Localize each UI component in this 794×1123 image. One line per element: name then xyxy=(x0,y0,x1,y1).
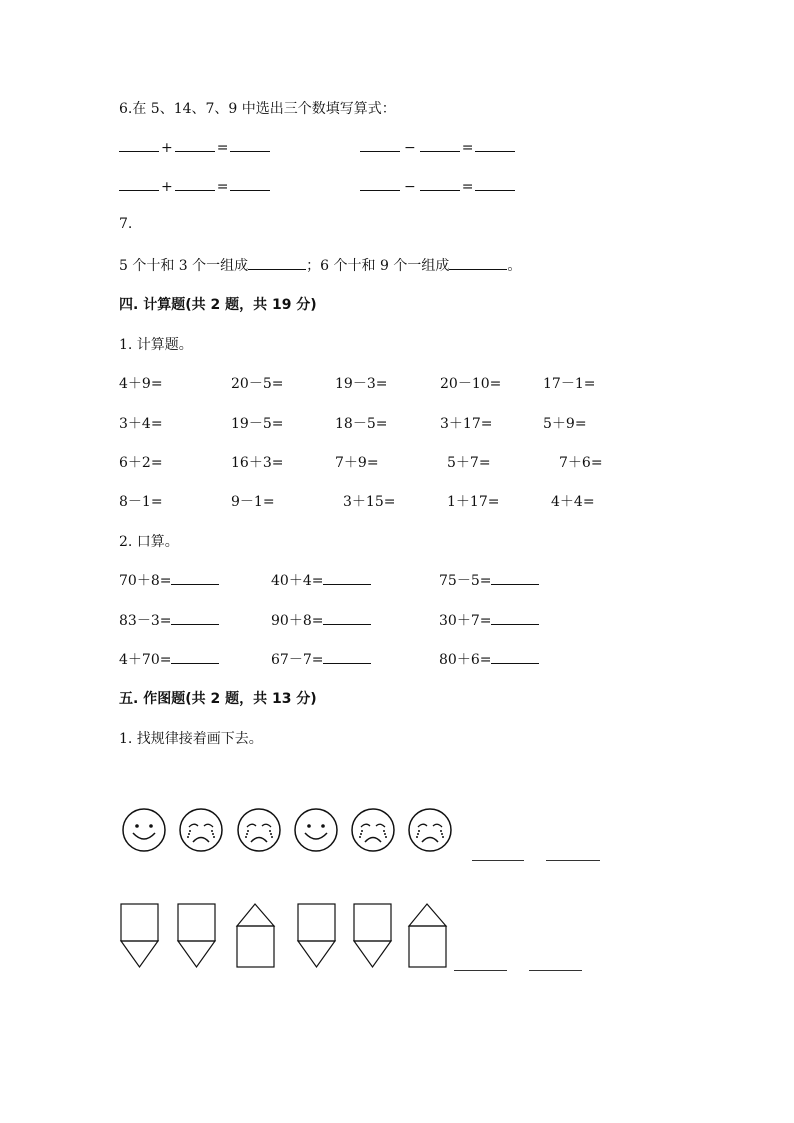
calc-problem: 4＋4= xyxy=(551,494,595,510)
smiley-face-icon xyxy=(119,805,169,855)
answer-blank[interactable] xyxy=(491,570,539,585)
oral-problem xyxy=(439,649,539,669)
answer-blank[interactable] xyxy=(475,176,515,191)
answer-blank[interactable] xyxy=(360,176,400,191)
q6-equation-row xyxy=(360,176,515,195)
equals-sign: = xyxy=(461,140,474,156)
minus-sign: − xyxy=(404,179,416,195)
q6-equation-row xyxy=(119,137,270,156)
oral-problem-text: 40＋4= xyxy=(271,573,324,589)
oral-problem xyxy=(439,610,539,630)
oral-problem xyxy=(119,570,219,590)
answer-blank[interactable] xyxy=(323,610,371,625)
pencil-shape-icon xyxy=(120,903,160,969)
crying-face-icon xyxy=(234,805,284,855)
answer-line[interactable] xyxy=(454,970,507,971)
section4-q1-title: 1. 计算题。 xyxy=(119,337,193,353)
q6-equation-row xyxy=(119,176,270,195)
pencil-shape-icon xyxy=(297,903,337,969)
answer-blank[interactable] xyxy=(420,176,460,191)
q7-part1: 5 个十和 3 个一组成 xyxy=(119,258,249,274)
section5-title: 五. 作图题(共 2 题，共 13 分) xyxy=(119,691,317,707)
oral-problem xyxy=(119,610,219,630)
answer-blank[interactable] xyxy=(119,176,159,191)
calc-problem: 17－1= xyxy=(543,376,596,392)
calc-problem: 18－5= xyxy=(335,416,388,432)
q6-equation-row xyxy=(360,137,515,156)
oral-problem-text: 4＋70= xyxy=(119,652,172,668)
minus-sign: − xyxy=(404,140,416,156)
section5-q1-title: 1. 找规律接着画下去。 xyxy=(119,731,263,747)
calc-problem: 3＋15= xyxy=(343,494,396,510)
equals-sign: = xyxy=(461,179,474,195)
crying-face-icon xyxy=(405,805,455,855)
oral-problem-text: 30＋7= xyxy=(439,613,492,629)
section4-q2-title: 2. 口算。 xyxy=(119,534,179,550)
pencil-shape-icon xyxy=(177,903,217,969)
oral-problem xyxy=(439,570,539,590)
oral-problem-text: 70＋8= xyxy=(119,573,172,589)
calc-problem: 9－1= xyxy=(231,494,275,510)
crying-face-icon xyxy=(348,805,398,855)
calc-problem: 5＋7= xyxy=(447,455,491,471)
oral-problem-text: 80＋6= xyxy=(439,652,492,668)
calc-problem: 5＋9= xyxy=(543,416,587,432)
answer-blank[interactable] xyxy=(491,649,539,664)
house-shape-icon xyxy=(236,903,276,969)
answer-blank[interactable] xyxy=(230,137,270,152)
calc-problem: 20－10= xyxy=(440,376,502,392)
calc-problem: 8－1= xyxy=(119,494,163,510)
equals-sign: = xyxy=(216,140,229,156)
equals-sign: = xyxy=(216,179,229,195)
smiley-face-icon xyxy=(291,805,341,855)
answer-line[interactable] xyxy=(529,970,582,971)
answer-blank[interactable] xyxy=(475,137,515,152)
answer-blank[interactable] xyxy=(420,137,460,152)
oral-problem-text: 75－5= xyxy=(439,573,492,589)
calc-problem: 19－5= xyxy=(231,416,284,432)
calc-problem: 1＋17= xyxy=(447,494,500,510)
answer-blank[interactable] xyxy=(323,570,371,585)
answer-blank[interactable] xyxy=(171,610,219,625)
calc-problem: 4＋9= xyxy=(119,376,163,392)
calc-problem: 19－3= xyxy=(335,376,388,392)
answer-blank[interactable] xyxy=(360,137,400,152)
q7-separator: ； xyxy=(306,258,321,274)
q6-prompt: 6.在 5、14、7、9 中选出三个数填写算式： xyxy=(119,101,396,117)
calc-problem: 16＋3= xyxy=(231,455,284,471)
answer-blank[interactable] xyxy=(175,137,215,152)
house-shape-icon xyxy=(408,903,448,969)
crying-face-icon xyxy=(176,805,226,855)
answer-blank[interactable] xyxy=(230,176,270,191)
calc-problem: 3＋17= xyxy=(440,416,493,432)
answer-blank[interactable] xyxy=(171,649,219,664)
q7-part2: 6 个十和 9 个一组成 xyxy=(320,258,450,274)
pencil-shape-icon xyxy=(353,903,393,969)
answer-blank[interactable] xyxy=(119,137,159,152)
oral-problem-text: 90＋8= xyxy=(271,613,324,629)
answer-blank[interactable] xyxy=(248,255,306,270)
oral-problem xyxy=(271,610,371,630)
answer-blank[interactable] xyxy=(323,649,371,664)
oral-problem xyxy=(271,570,371,590)
answer-blank[interactable] xyxy=(171,570,219,585)
answer-blank[interactable] xyxy=(449,255,507,270)
calc-problem: 3＋4= xyxy=(119,416,163,432)
calc-problem: 7＋6= xyxy=(559,455,603,471)
q7-text xyxy=(119,255,521,275)
answer-line[interactable] xyxy=(472,860,524,861)
answer-line[interactable] xyxy=(546,860,600,861)
calc-problem: 20－5= xyxy=(231,376,284,392)
oral-problem-text: 83－3= xyxy=(119,613,172,629)
answer-blank[interactable] xyxy=(491,610,539,625)
oral-problem-text: 67－7= xyxy=(271,652,324,668)
q7-end: 。 xyxy=(507,258,522,274)
q7-number: 7. xyxy=(119,216,133,232)
plus-sign: + xyxy=(161,179,173,195)
calc-problem: 7＋9= xyxy=(335,455,379,471)
plus-sign: + xyxy=(161,140,173,156)
calc-problem: 6＋2= xyxy=(119,455,163,471)
answer-blank[interactable] xyxy=(175,176,215,191)
section4-title: 四. 计算题(共 2 题，共 19 分) xyxy=(119,297,317,313)
oral-problem xyxy=(119,649,219,669)
oral-problem xyxy=(271,649,371,669)
